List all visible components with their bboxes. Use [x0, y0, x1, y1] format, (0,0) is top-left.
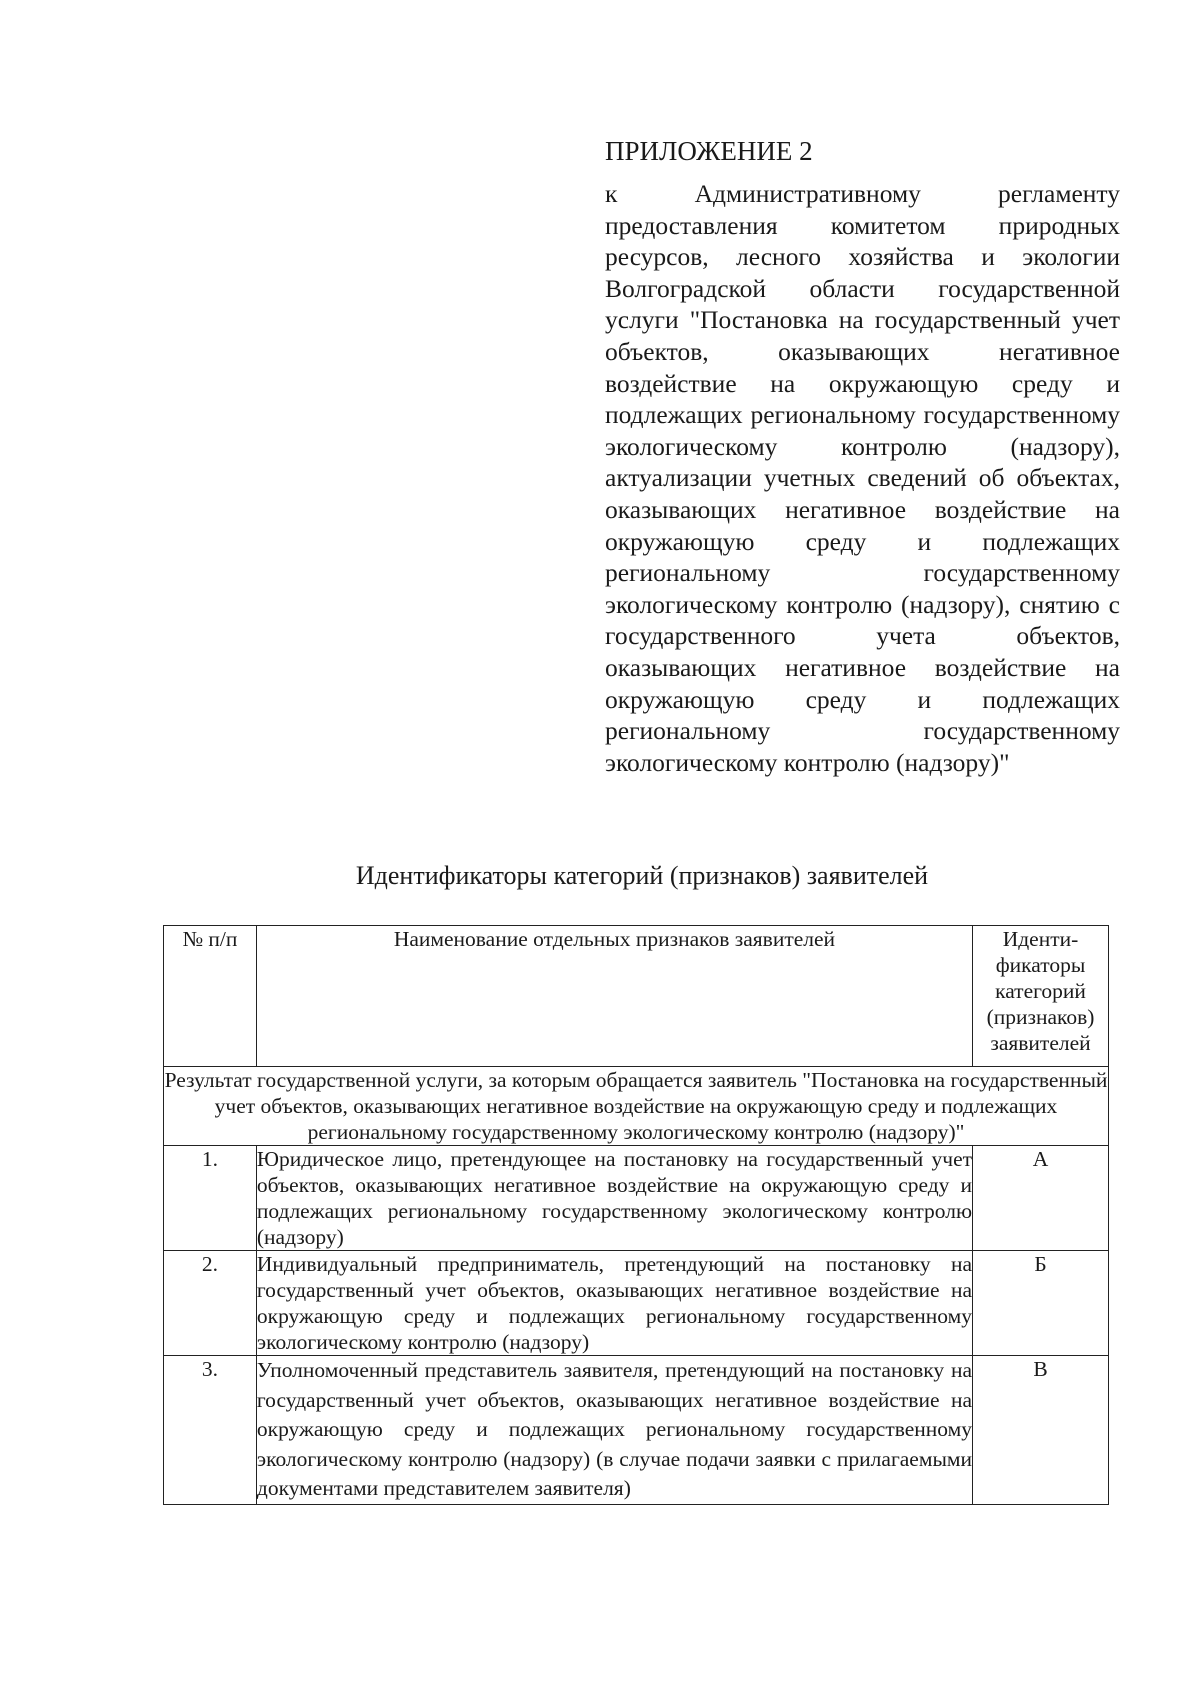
table-header-row — [164, 926, 1109, 1067]
applicant-categories-table — [163, 925, 1109, 1505]
header-name: Наименование отдельных признаков заявителей — [256, 926, 972, 1067]
row-number: 3. — [164, 1356, 257, 1505]
table-group-row — [164, 1067, 1109, 1146]
row-identifier: Б — [973, 1251, 1109, 1356]
row-number: 2. — [164, 1251, 257, 1356]
row-name: Юридическое лицо, претендующее на постановку на государственный учет объектов, оказывающих негативное воздействие на окружающую среду и подлежащих региональному государственному экологическому контролю (надзору) — [256, 1147, 973, 1249]
appendix-title: ПРИЛОЖЕНИЕ 2 — [605, 136, 813, 166]
table-row — [164, 1356, 1109, 1505]
row-name: Индивидуальный предприниматель, претендующий на постановку на государственный учет объектов, оказывающих негативное воздействие на окружающую среду и подлежащих региональному государственному экологическому контролю (надзору) — [256, 1252, 973, 1354]
row-identifier: А — [973, 1146, 1109, 1251]
row-number: 1. — [164, 1146, 257, 1251]
row-name: Уполномоченный представитель заявителя, претендующий на постановку на государственный учет объектов, оказывающих негативное воздействие на окружающую среду и подлежащих региональному государственному экологическому контролю (надзору) (в случае подачи заявки с прилагаемыми документами представителем заявителя) — [256, 1356, 972, 1505]
appendix-text: к Административному регламенту предоставления комитетом природных ресурсов, лесного хозяйства и экологии Волгоградской области государственной услуги "Постановка на государственный учет объектов, оказывающих негативное воздействие на окружающую среду и подлежащих региональному государственному экологическому контролю (надзору), актуализации учетных сведений об объектах, оказывающих негативное воздействие на окружающую среду и подлежащих региональному государственному экологическому контролю (надзору), снятию с государственного учета объектов, оказывающих негативное воздействие на окружающую среду и подлежащих региональному государственному экологическому контролю (надзору)" — [605, 179, 1120, 777]
header-number: № п/п — [164, 926, 257, 1067]
table-title: Идентификаторы категорий (признаков) заявителей — [355, 861, 929, 890]
appendix-block — [605, 134, 1120, 778]
group-heading: Результат государственной услуги, за которым обращается заявитель "Постановка на государственный учет объектов, оказывающих негативное воздействие на окружающую среду и подлежащих региональному государственному экологическому контролю (надзору)" — [164, 1068, 1108, 1144]
row-identifier: В — [973, 1356, 1109, 1505]
table-row — [164, 1251, 1109, 1356]
table-row — [164, 1146, 1109, 1251]
header-identifier: Иденти- фикаторы категорий (признаков) заявителей — [973, 926, 1109, 1067]
